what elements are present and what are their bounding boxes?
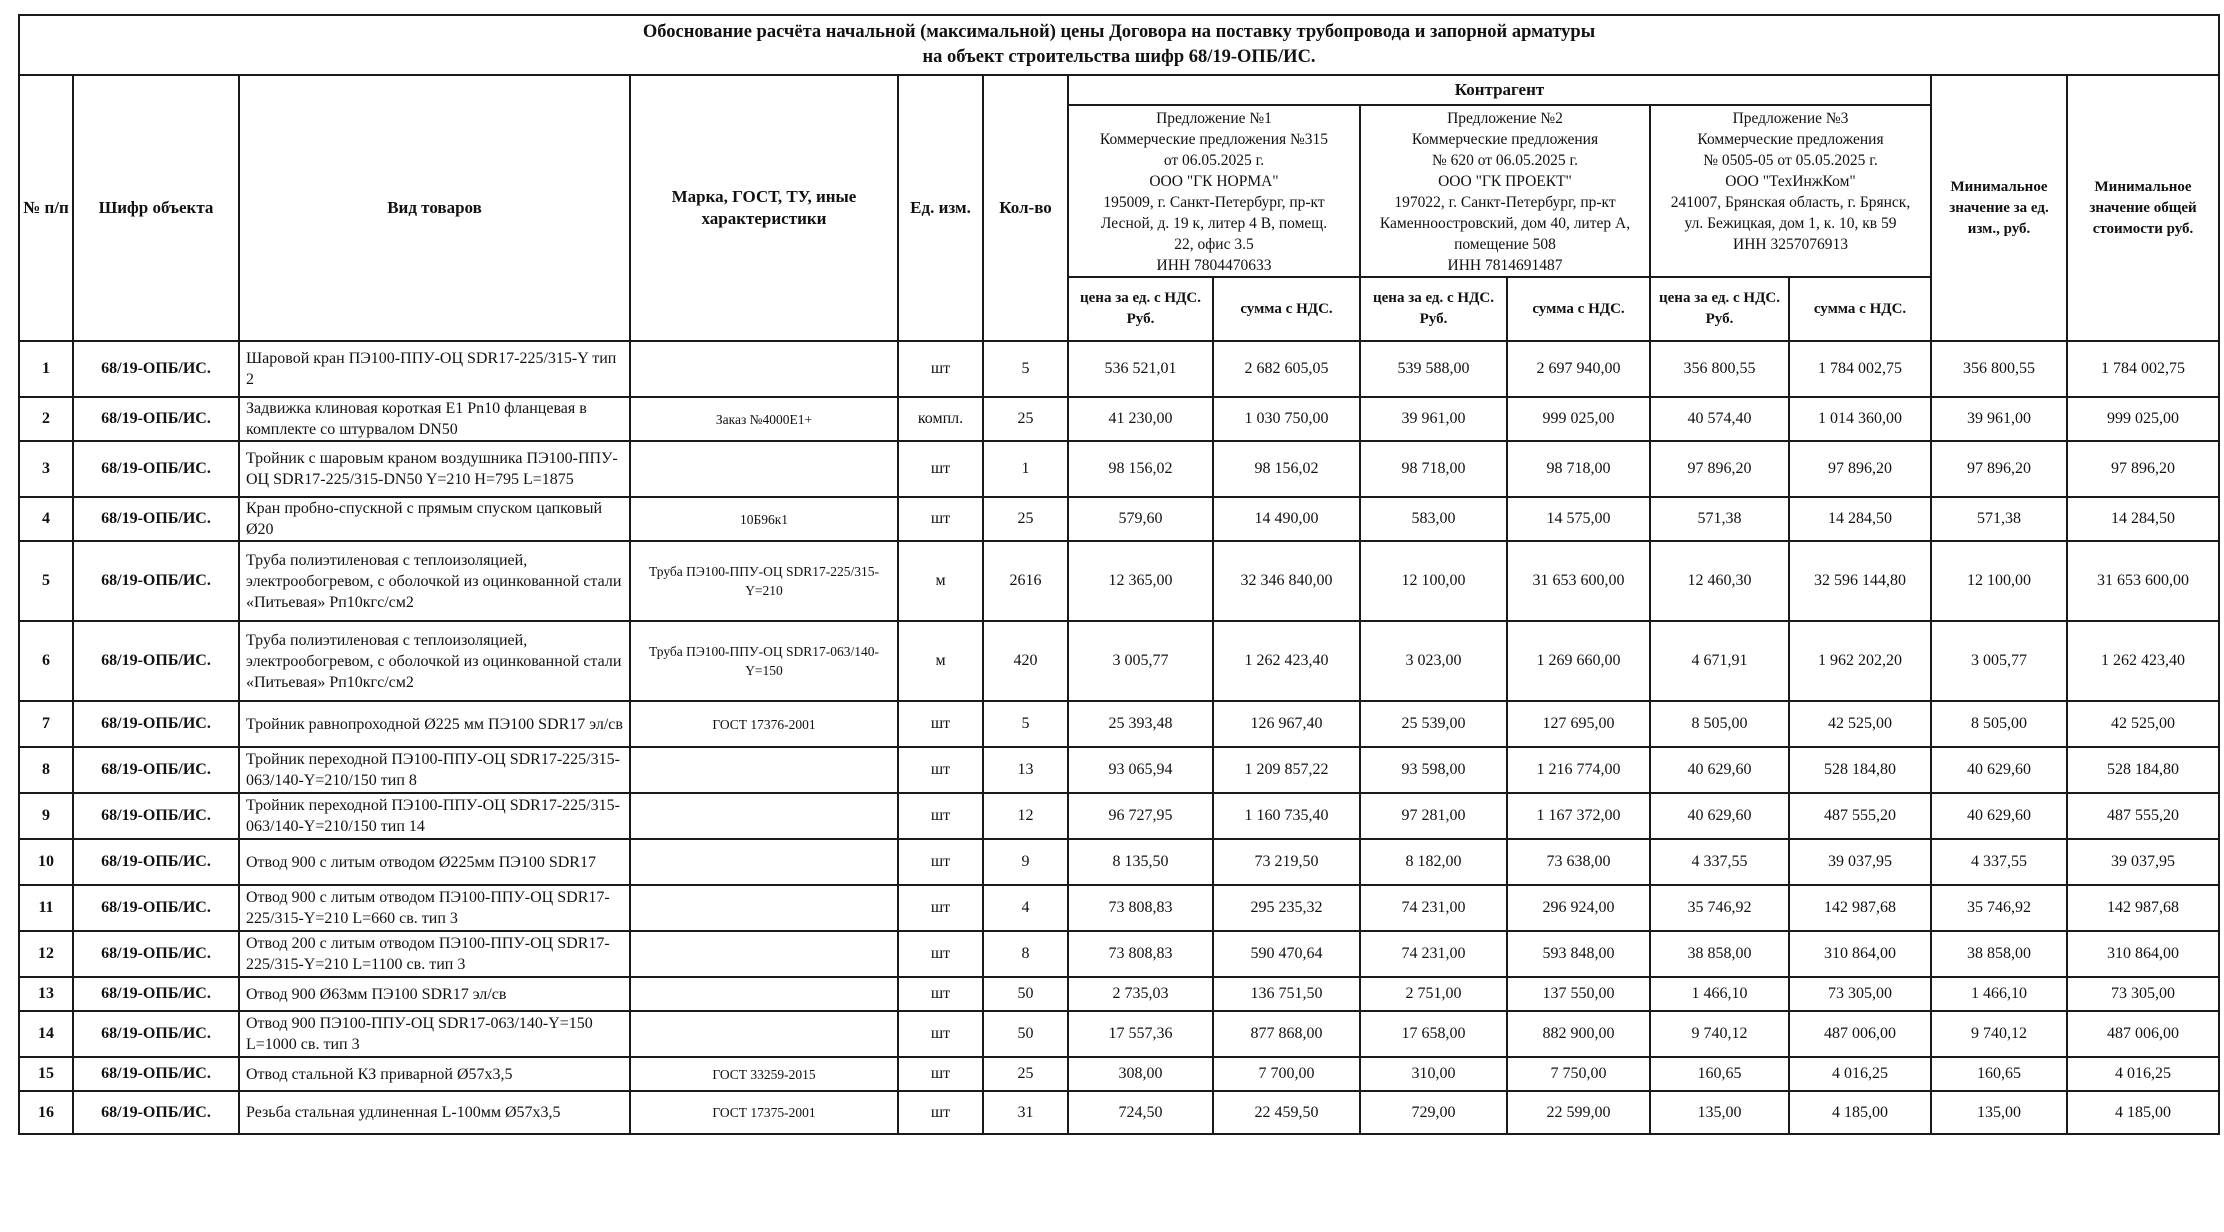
row-unit: шт <box>898 1091 983 1134</box>
row-min-total: 142 987,68 <box>2067 885 2219 931</box>
header-unit: Ед. изм. <box>898 75 983 341</box>
row-object-code: 68/19-ОПБ/ИС. <box>73 931 239 977</box>
table-row <box>19 747 2219 793</box>
row-mark <box>630 1011 898 1057</box>
offer-line: ООО "ГК НОРМА" <box>1149 173 1279 190</box>
row-unit: шт <box>898 885 983 931</box>
row-goods-name: Труба полиэтиленовая с теплоизоляцией, электрообогревом, с оболочкой из оцинкованной стали «Питьевая» Рп10кгс/см2 <box>239 541 630 621</box>
row-offer-3-price: 135,00 <box>1650 1091 1789 1134</box>
row-number: 1 <box>19 341 73 397</box>
row-offer-2-price: 74 231,00 <box>1360 885 1507 931</box>
table-row <box>19 621 2219 701</box>
row-mark: Труба ПЭ100-ППУ-ОЦ SDR17-225/315-Y=210 <box>630 541 898 621</box>
row-quantity: 1 <box>983 441 1068 497</box>
row-goods-name: Резьба стальная удлиненная L-100мм Ø57х3,5 <box>239 1091 630 1134</box>
row-min-total: 31 653 600,00 <box>2067 541 2219 621</box>
row-offer-3-sum: 1 962 202,20 <box>1789 621 1931 701</box>
row-offer-2-price: 8 182,00 <box>1360 839 1507 885</box>
offer-line: Предложение №3 <box>1732 110 1849 127</box>
row-offer-2-sum: 98 718,00 <box>1507 441 1650 497</box>
offer-3-sum-label: сумма с НДС. <box>1789 277 1931 341</box>
row-offer-1-price: 41 230,00 <box>1068 397 1213 441</box>
row-min-unit-price: 135,00 <box>1931 1091 2067 1134</box>
offer-line: ООО "ТехИнжКом" <box>1725 173 1856 190</box>
row-min-unit-price: 571,38 <box>1931 497 2067 541</box>
row-offer-1-price: 17 557,36 <box>1068 1011 1213 1057</box>
table-row <box>19 397 2219 441</box>
row-offer-3-sum: 4 185,00 <box>1789 1091 1931 1134</box>
row-goods-name: Отвод 900 ПЭ100-ППУ-ОЦ SDR17-063/140-Y=150 L=1000 св. тип 3 <box>239 1011 630 1057</box>
offer-line: Коммерческие предложения №315 <box>1099 131 1329 148</box>
row-offer-3-price: 356 800,55 <box>1650 341 1789 397</box>
row-unit: компл. <box>898 397 983 441</box>
row-offer-1-sum: 877 868,00 <box>1213 1011 1360 1057</box>
row-mark: ГОСТ 17376-2001 <box>630 701 898 747</box>
table-row <box>19 1057 2219 1091</box>
row-goods-name: Шаровой кран ПЭ100-ППУ-ОЦ SDR17-225/315-Y тип 2 <box>239 341 630 397</box>
row-offer-1-price: 536 521,01 <box>1068 341 1213 397</box>
row-mark: ГОСТ 33259-2015 <box>630 1057 898 1091</box>
row-quantity: 5 <box>983 341 1068 397</box>
row-quantity: 25 <box>983 497 1068 541</box>
row-min-total: 487 006,00 <box>2067 1011 2219 1057</box>
offer-line: 22, офис 3.5 <box>1174 236 1254 253</box>
table-row <box>19 701 2219 747</box>
offer-line: Предложение №1 <box>1156 110 1272 127</box>
offer-line: № 0505-05 от 05.05.2025 г. <box>1703 152 1878 169</box>
row-number: 7 <box>19 701 73 747</box>
row-quantity: 25 <box>983 1057 1068 1091</box>
row-offer-2-price: 17 658,00 <box>1360 1011 1507 1057</box>
row-goods-name: Отвод стальной КЗ приварной Ø57х3,5 <box>239 1057 630 1091</box>
row-offer-1-price: 724,50 <box>1068 1091 1213 1134</box>
table-body <box>19 341 2219 1134</box>
row-offer-1-sum: 32 346 840,00 <box>1213 541 1360 621</box>
row-min-unit-price: 12 100,00 <box>1931 541 2067 621</box>
header-num: № п/п <box>19 75 73 341</box>
row-number: 8 <box>19 747 73 793</box>
table-row <box>19 441 2219 497</box>
row-offer-3-sum: 487 555,20 <box>1789 793 1931 839</box>
row-min-unit-price: 40 629,60 <box>1931 747 2067 793</box>
row-offer-3-price: 8 505,00 <box>1650 701 1789 747</box>
row-number: 9 <box>19 793 73 839</box>
row-min-unit-price: 3 005,77 <box>1931 621 2067 701</box>
row-object-code: 68/19-ОПБ/ИС. <box>73 1057 239 1091</box>
row-offer-2-price: 539 588,00 <box>1360 341 1507 397</box>
row-offer-1-sum: 126 967,40 <box>1213 701 1360 747</box>
row-offer-2-price: 2 751,00 <box>1360 977 1507 1011</box>
row-number: 10 <box>19 839 73 885</box>
row-min-total: 4 185,00 <box>2067 1091 2219 1134</box>
price-table <box>18 14 2220 1135</box>
row-object-code: 68/19-ОПБ/ИС. <box>73 1091 239 1134</box>
row-offer-1-sum: 1 030 750,00 <box>1213 397 1360 441</box>
offer-2-price-label: цена за ед. с НДС. Руб. <box>1360 277 1507 341</box>
row-object-code: 68/19-ОПБ/ИС. <box>73 701 239 747</box>
table-row <box>19 885 2219 931</box>
row-quantity: 50 <box>983 1011 1068 1057</box>
row-offer-3-sum: 1 784 002,75 <box>1789 341 1931 397</box>
row-goods-name: Кран пробно-спускной с прямым спуском цапковый Ø20 <box>239 497 630 541</box>
offer-line: Коммерческие предложения <box>1411 131 1599 148</box>
row-quantity: 25 <box>983 397 1068 441</box>
row-offer-2-price: 583,00 <box>1360 497 1507 541</box>
row-offer-1-price: 308,00 <box>1068 1057 1213 1091</box>
offer-line: Предложение №2 <box>1447 110 1563 127</box>
header-mark-gost: Марка, ГОСТ, ТУ, иные характеристики <box>630 75 898 341</box>
row-number: 3 <box>19 441 73 497</box>
row-offer-3-sum: 42 525,00 <box>1789 701 1931 747</box>
row-quantity: 13 <box>983 747 1068 793</box>
table-row <box>19 541 2219 621</box>
document-title <box>19 15 2219 75</box>
table-row <box>19 1091 2219 1134</box>
offer-line: 197022, г. Санкт-Петербург, пр-кт <box>1394 194 1616 211</box>
offer-1-price-label: цена за ед. с НДС. Руб. <box>1068 277 1213 341</box>
row-offer-2-price: 98 718,00 <box>1360 441 1507 497</box>
row-object-code: 68/19-ОПБ/ИС. <box>73 839 239 885</box>
row-offer-2-sum: 31 653 600,00 <box>1507 541 1650 621</box>
row-goods-name: Задвижка клиновая короткая Е1 Рn10 фланцевая в комплекте со штурвалом DN50 <box>239 397 630 441</box>
row-unit: шт <box>898 747 983 793</box>
row-offer-1-sum: 590 470,64 <box>1213 931 1360 977</box>
row-object-code: 68/19-ОПБ/ИС. <box>73 885 239 931</box>
offer-1-details <box>1068 105 1360 277</box>
row-mark <box>630 747 898 793</box>
header-goods-type: Вид товаров <box>239 75 630 341</box>
row-offer-3-sum: 528 184,80 <box>1789 747 1931 793</box>
row-goods-name: Тройник переходной ПЭ100-ППУ-ОЦ SDR17-225/315-063/140-Y=210/150 тип 14 <box>239 793 630 839</box>
row-min-total: 42 525,00 <box>2067 701 2219 747</box>
row-offer-3-sum: 73 305,00 <box>1789 977 1931 1011</box>
row-unit: шт <box>898 977 983 1011</box>
row-min-total: 39 037,95 <box>2067 839 2219 885</box>
row-min-total: 528 184,80 <box>2067 747 2219 793</box>
offer-line: 195009, г. Санкт-Петербург, пр-кт <box>1103 194 1325 211</box>
row-object-code: 68/19-ОПБ/ИС. <box>73 1011 239 1057</box>
row-offer-1-sum: 14 490,00 <box>1213 497 1360 541</box>
row-mark <box>630 977 898 1011</box>
row-unit: шт <box>898 839 983 885</box>
row-object-code: 68/19-ОПБ/ИС. <box>73 497 239 541</box>
row-offer-3-price: 9 740,12 <box>1650 1011 1789 1057</box>
row-goods-name: Отвод 200 с литым отводом ПЭ100-ППУ-ОЦ SDR17-225/315-Y=210 L=1100 св. тип 3 <box>239 931 630 977</box>
row-quantity: 5 <box>983 701 1068 747</box>
row-mark <box>630 885 898 931</box>
row-offer-2-sum: 1 167 372,00 <box>1507 793 1650 839</box>
row-offer-1-sum: 1 262 423,40 <box>1213 621 1360 701</box>
row-min-unit-price: 35 746,92 <box>1931 885 2067 931</box>
row-min-unit-price: 97 896,20 <box>1931 441 2067 497</box>
table-row <box>19 341 2219 397</box>
row-object-code: 68/19-ОПБ/ИС. <box>73 441 239 497</box>
row-offer-3-price: 571,38 <box>1650 497 1789 541</box>
title-line-2: на объект строительства шифр 68/19-ОПБ/ИС. <box>922 47 1316 67</box>
row-offer-2-sum: 296 924,00 <box>1507 885 1650 931</box>
row-object-code: 68/19-ОПБ/ИС. <box>73 977 239 1011</box>
row-offer-2-sum: 73 638,00 <box>1507 839 1650 885</box>
row-number: 2 <box>19 397 73 441</box>
offer-line: Коммерческие предложения <box>1697 131 1884 148</box>
row-offer-2-price: 3 023,00 <box>1360 621 1507 701</box>
offer-line: 241007, Брянская область, г. Брянск, <box>1670 194 1911 211</box>
row-goods-name: Труба полиэтиленовая с теплоизоляцией, электрообогревом, с оболочкой из оцинкованной стали «Питьевая» Рп10кгс/см2 <box>239 621 630 701</box>
row-min-unit-price: 39 961,00 <box>1931 397 2067 441</box>
row-min-total: 4 016,25 <box>2067 1057 2219 1091</box>
offer-line: Лесной, д. 19 к, литер 4 В, помещ. <box>1100 215 1328 232</box>
row-offer-2-sum: 593 848,00 <box>1507 931 1650 977</box>
row-offer-1-price: 3 005,77 <box>1068 621 1213 701</box>
row-goods-name: Отвод 900 Ø63мм ПЭ100 SDR17 эл/св <box>239 977 630 1011</box>
row-min-total: 999 025,00 <box>2067 397 2219 441</box>
row-min-total: 14 284,50 <box>2067 497 2219 541</box>
row-offer-3-sum: 32 596 144,80 <box>1789 541 1931 621</box>
row-offer-3-price: 97 896,20 <box>1650 441 1789 497</box>
row-offer-2-sum: 999 025,00 <box>1507 397 1650 441</box>
row-mark <box>630 839 898 885</box>
row-offer-1-price: 73 808,83 <box>1068 931 1213 977</box>
row-offer-1-sum: 98 156,02 <box>1213 441 1360 497</box>
row-offer-3-price: 40 574,40 <box>1650 397 1789 441</box>
row-number: 13 <box>19 977 73 1011</box>
title-line-1: Обоснование расчёта начальной (максимальной) цены Договора на поставку трубопровода и запорной арматуры <box>642 22 1596 42</box>
row-offer-3-price: 40 629,60 <box>1650 793 1789 839</box>
row-object-code: 68/19-ОПБ/ИС. <box>73 747 239 793</box>
row-offer-3-price: 4 671,91 <box>1650 621 1789 701</box>
row-offer-2-price: 25 539,00 <box>1360 701 1507 747</box>
offer-3-details <box>1650 105 1931 277</box>
row-quantity: 8 <box>983 931 1068 977</box>
row-unit: шт <box>898 931 983 977</box>
row-offer-2-price: 729,00 <box>1360 1091 1507 1134</box>
row-number: 14 <box>19 1011 73 1057</box>
row-min-unit-price: 38 858,00 <box>1931 931 2067 977</box>
row-mark <box>630 793 898 839</box>
price-justification-sheet <box>18 14 2218 1135</box>
row-unit: м <box>898 541 983 621</box>
row-goods-name: Тройник равнопроходной Ø225 мм ПЭ100 SDR17 эл/св <box>239 701 630 747</box>
row-unit: шт <box>898 1057 983 1091</box>
row-offer-2-sum: 14 575,00 <box>1507 497 1650 541</box>
row-goods-name: Отвод 900 с литым отводом Ø225мм ПЭ100 SDR17 <box>239 839 630 885</box>
table-row <box>19 497 2219 541</box>
row-quantity: 420 <box>983 621 1068 701</box>
row-mark: ГОСТ 17375-2001 <box>630 1091 898 1134</box>
offer-line: ИНН 3257076913 <box>1733 236 1848 253</box>
row-offer-2-sum: 2 697 940,00 <box>1507 341 1650 397</box>
row-offer-3-sum: 1 014 360,00 <box>1789 397 1931 441</box>
row-offer-3-sum: 310 864,00 <box>1789 931 1931 977</box>
row-quantity: 9 <box>983 839 1068 885</box>
row-offer-1-sum: 1 160 735,40 <box>1213 793 1360 839</box>
table-row <box>19 793 2219 839</box>
row-offer-1-sum: 22 459,50 <box>1213 1091 1360 1134</box>
row-goods-name: Тройник переходной ПЭ100-ППУ-ОЦ SDR17-225/315-063/140-Y=210/150 тип 8 <box>239 747 630 793</box>
row-offer-3-price: 40 629,60 <box>1650 747 1789 793</box>
row-offer-2-price: 74 231,00 <box>1360 931 1507 977</box>
header-object-code: Шифр объекта <box>73 75 239 341</box>
row-offer-3-price: 160,65 <box>1650 1057 1789 1091</box>
row-offer-2-sum: 22 599,00 <box>1507 1091 1650 1134</box>
row-offer-1-sum: 73 219,50 <box>1213 839 1360 885</box>
row-min-total: 310 864,00 <box>2067 931 2219 977</box>
row-offer-3-sum: 142 987,68 <box>1789 885 1931 931</box>
row-min-unit-price: 1 466,10 <box>1931 977 2067 1011</box>
offer-line: ИНН 7804470633 <box>1156 257 1272 274</box>
offer-line: ИНН 7814691487 <box>1447 257 1563 274</box>
offer-2-sum-label: сумма с НДС. <box>1507 277 1650 341</box>
row-unit: шт <box>898 701 983 747</box>
row-offer-1-price: 25 393,48 <box>1068 701 1213 747</box>
row-quantity: 12 <box>983 793 1068 839</box>
row-unit: шт <box>898 793 983 839</box>
row-number: 11 <box>19 885 73 931</box>
row-number: 6 <box>19 621 73 701</box>
row-offer-2-sum: 127 695,00 <box>1507 701 1650 747</box>
row-offer-1-price: 98 156,02 <box>1068 441 1213 497</box>
row-offer-2-price: 39 961,00 <box>1360 397 1507 441</box>
row-number: 12 <box>19 931 73 977</box>
row-offer-3-price: 4 337,55 <box>1650 839 1789 885</box>
row-mark <box>630 341 898 397</box>
row-mark: Труба ПЭ100-ППУ-ОЦ SDR17-063/140-Y=150 <box>630 621 898 701</box>
row-min-total: 97 896,20 <box>2067 441 2219 497</box>
row-min-total: 1 262 423,40 <box>2067 621 2219 701</box>
row-offer-1-price: 8 135,50 <box>1068 839 1213 885</box>
row-offer-3-price: 12 460,30 <box>1650 541 1789 621</box>
row-number: 5 <box>19 541 73 621</box>
offer-line: ООО "ГК ПРОЕКТ" <box>1438 173 1572 190</box>
row-unit: шт <box>898 497 983 541</box>
row-object-code: 68/19-ОПБ/ИС. <box>73 621 239 701</box>
row-offer-1-price: 96 727,95 <box>1068 793 1213 839</box>
row-quantity: 2616 <box>983 541 1068 621</box>
row-min-unit-price: 40 629,60 <box>1931 793 2067 839</box>
row-min-total: 487 555,20 <box>2067 793 2219 839</box>
row-offer-3-sum: 487 006,00 <box>1789 1011 1931 1057</box>
row-quantity: 4 <box>983 885 1068 931</box>
row-offer-1-sum: 2 682 605,05 <box>1213 341 1360 397</box>
row-offer-1-price: 73 808,83 <box>1068 885 1213 931</box>
row-offer-3-price: 1 466,10 <box>1650 977 1789 1011</box>
row-offer-2-price: 310,00 <box>1360 1057 1507 1091</box>
row-offer-2-sum: 1 216 774,00 <box>1507 747 1650 793</box>
offer-line: Каменноостровский, дом 40, литер А, <box>1379 215 1631 232</box>
row-min-unit-price: 356 800,55 <box>1931 341 2067 397</box>
title-row <box>19 15 2219 75</box>
row-offer-2-sum: 882 900,00 <box>1507 1011 1650 1057</box>
row-offer-1-sum: 7 700,00 <box>1213 1057 1360 1091</box>
offer-3-price-label: цена за ед. с НДС. Руб. <box>1650 277 1789 341</box>
header-min-total: Минимальное значение общей стоимости руб. <box>2067 75 2219 341</box>
table-row <box>19 977 2219 1011</box>
header-quantity: Кол-во <box>983 75 1068 341</box>
row-min-total: 1 784 002,75 <box>2067 341 2219 397</box>
offer-line: от 06.05.2025 г. <box>1163 152 1265 169</box>
row-quantity: 31 <box>983 1091 1068 1134</box>
row-offer-3-sum: 97 896,20 <box>1789 441 1931 497</box>
row-goods-name: Тройник с шаровым краном воздушника ПЭ100-ППУ-ОЦ SDR17-225/315-DN50 Y=210 H=795 L=1875 <box>239 441 630 497</box>
row-min-unit-price: 160,65 <box>1931 1057 2067 1091</box>
row-offer-3-price: 38 858,00 <box>1650 931 1789 977</box>
row-mark: Заказ №4000Е1+ <box>630 397 898 441</box>
row-number: 15 <box>19 1057 73 1091</box>
row-offer-3-sum: 39 037,95 <box>1789 839 1931 885</box>
row-min-unit-price: 8 505,00 <box>1931 701 2067 747</box>
row-mark: 10Б96к1 <box>630 497 898 541</box>
offer-line: помещение 508 <box>1454 236 1556 253</box>
offer-line: ул. Бежицкая, дом 1, к. 10, кв 59 <box>1684 215 1897 232</box>
offer-1-sum-label: сумма с НДС. <box>1213 277 1360 341</box>
row-offer-1-sum: 1 209 857,22 <box>1213 747 1360 793</box>
row-offer-2-sum: 137 550,00 <box>1507 977 1650 1011</box>
header-contractor: Контрагент <box>1068 75 1931 105</box>
row-offer-2-price: 97 281,00 <box>1360 793 1507 839</box>
row-offer-3-sum: 14 284,50 <box>1789 497 1931 541</box>
row-number: 16 <box>19 1091 73 1134</box>
row-goods-name: Отвод 900 с литым отводом ПЭ100-ППУ-ОЦ SDR17-225/315-Y=210 L=660 св. тип 3 <box>239 885 630 931</box>
row-unit: шт <box>898 441 983 497</box>
table-row <box>19 839 2219 885</box>
offer-line: № 620 от 06.05.2025 г. <box>1431 152 1579 169</box>
row-offer-1-price: 12 365,00 <box>1068 541 1213 621</box>
row-object-code: 68/19-ОПБ/ИС. <box>73 793 239 839</box>
row-unit: м <box>898 621 983 701</box>
row-number: 4 <box>19 497 73 541</box>
row-unit: шт <box>898 1011 983 1057</box>
row-offer-2-price: 12 100,00 <box>1360 541 1507 621</box>
row-object-code: 68/19-ОПБ/ИС. <box>73 541 239 621</box>
row-unit: шт <box>898 341 983 397</box>
row-offer-1-price: 93 065,94 <box>1068 747 1213 793</box>
row-quantity: 50 <box>983 977 1068 1011</box>
row-offer-1-sum: 136 751,50 <box>1213 977 1360 1011</box>
row-object-code: 68/19-ОПБ/ИС. <box>73 397 239 441</box>
row-offer-2-sum: 7 750,00 <box>1507 1057 1650 1091</box>
row-min-total: 73 305,00 <box>2067 977 2219 1011</box>
row-mark <box>630 931 898 977</box>
row-offer-1-sum: 295 235,32 <box>1213 885 1360 931</box>
header-min-unit-price: Минимальное значение за ед. изм., руб. <box>1931 75 2067 341</box>
header-row-1 <box>19 75 2219 105</box>
table-row <box>19 931 2219 977</box>
row-offer-1-price: 2 735,03 <box>1068 977 1213 1011</box>
row-min-unit-price: 4 337,55 <box>1931 839 2067 885</box>
offer-2-details <box>1360 105 1650 277</box>
table-row <box>19 1011 2219 1057</box>
row-offer-3-price: 35 746,92 <box>1650 885 1789 931</box>
row-offer-1-price: 579,60 <box>1068 497 1213 541</box>
row-offer-2-price: 93 598,00 <box>1360 747 1507 793</box>
row-offer-3-sum: 4 016,25 <box>1789 1057 1931 1091</box>
row-min-unit-price: 9 740,12 <box>1931 1011 2067 1057</box>
row-offer-2-sum: 1 269 660,00 <box>1507 621 1650 701</box>
row-mark <box>630 441 898 497</box>
row-object-code: 68/19-ОПБ/ИС. <box>73 341 239 397</box>
